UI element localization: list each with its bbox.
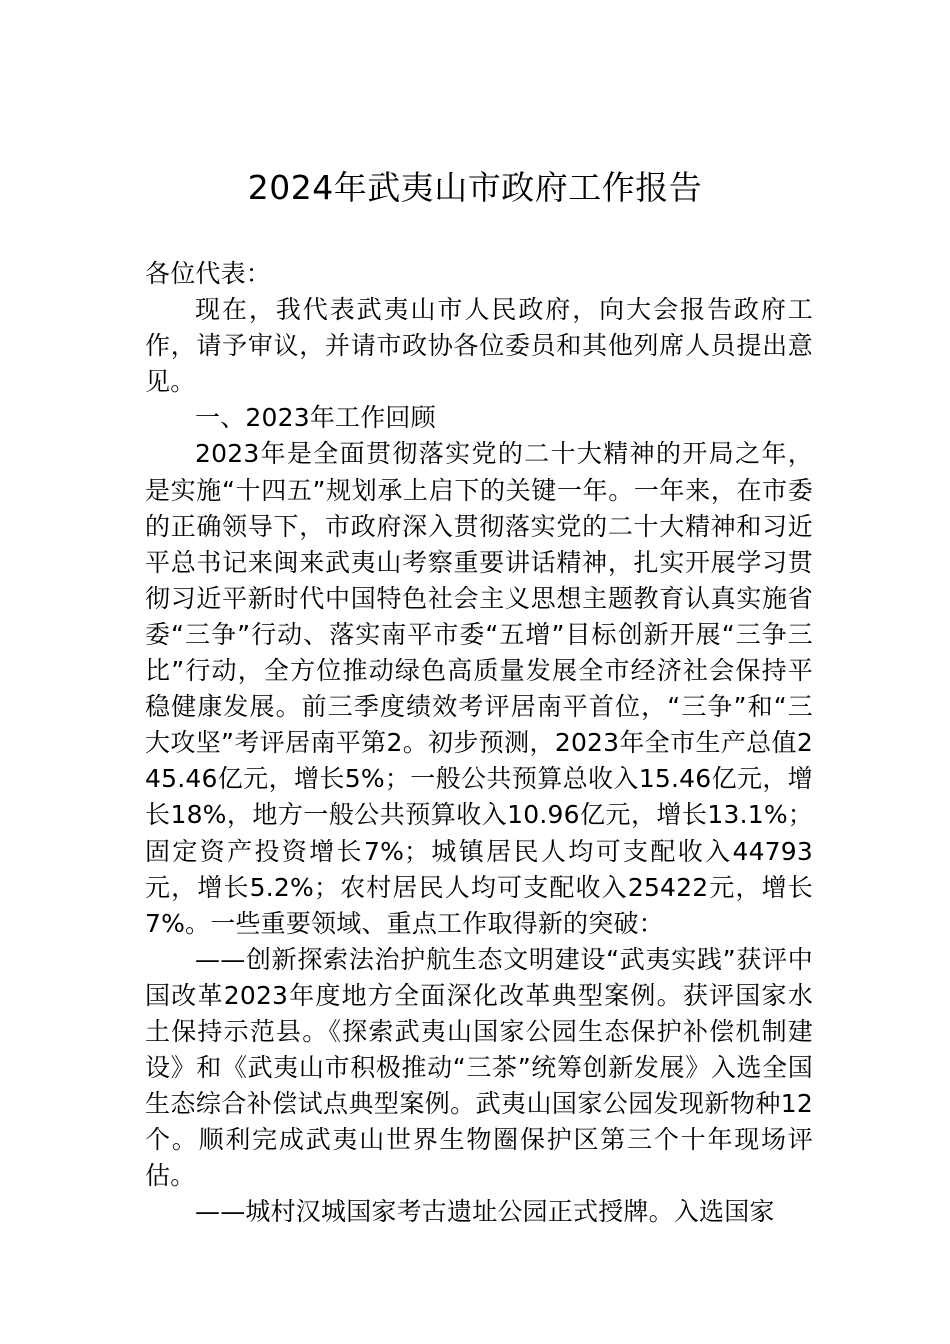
document-title: 2024年武夷山市政府工作报告	[247, 168, 703, 207]
document-body	[145, 256, 813, 1231]
paragraph-intro: 现在，我代表武夷山市人民政府，向大会报告政府工作，请予审议，并请市政协各位委员和其他列席人员提出意见。	[145, 295, 813, 397]
paragraph-ecology: ——创新探索法治护航生态文明建设“武夷实践”获评中国改革2023年度地方全面深化改革典型案例。获评国家水土保持示范县。《探索武夷山国家公园生态保护补偿机制建设》和《武夷山市积极推动“三茶”统筹创新发展》入选全国生态综合补偿试点典型案例。武夷山国家公园发现新物种12个。顺利完成武夷山世界生物圈保护区第三个十年现场评估。	[145, 944, 813, 1191]
section-heading: 一、2023年工作回顾	[195, 403, 436, 433]
salutation: 各位代表：	[145, 259, 272, 288]
paragraph-heritage: ——城村汉城国家考古遗址公园正式授牌。入选国家	[195, 1197, 775, 1227]
paragraph-review: 2023年是全面贯彻落实党的二十大精神的开局之年，是实施“十四五”规划承上启下的关键一年。一年来，在市委的正确领导下，市政府深入贯彻落实党的二十大精神和习近平总书记来闽来武夷山考察重要讲话精神，扎实开展学习贯彻习近平新时代中国特色社会主义思想主题教育认真实施省委“三争”行动、落实南平市委“五增”目标创新开展“三争三比”行动，全方位推动绿色高质量发展全市经济社会保持平稳健康发展。前三季度绩效考评居南平首位，“三争”和“三大攻坚”考评居南平第2。初步预测，2023年全市生产总值245.46亿元，增长5%；一般公共预算总收入15.46亿元，增长18%，地方一般公共预算收入10.96亿元，增长13.1%；固定资产投资增长7%；城镇居民人均可支配收入44793元，增长5.2%；农村居民人均可支配收入25422元，增长7%。一些重要领域、重点工作取得新的突破：	[145, 439, 813, 938]
